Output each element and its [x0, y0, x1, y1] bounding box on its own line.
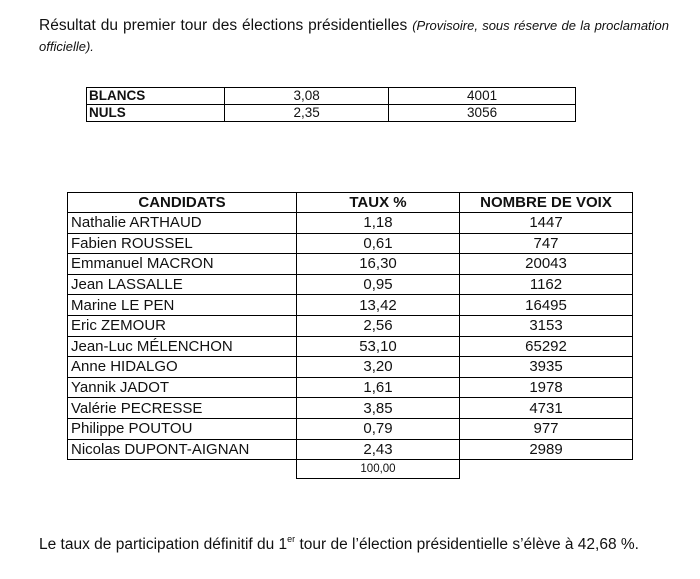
- candidate-votes: 1978: [460, 377, 633, 398]
- candidate-rate: 2,43: [297, 439, 460, 460]
- table-row: [68, 357, 633, 378]
- row-rate: 2,35: [225, 105, 389, 122]
- candidate-votes: 65292: [460, 336, 633, 357]
- table-row: [68, 274, 633, 295]
- header-row: [68, 193, 633, 213]
- candidate-votes: 20043: [460, 254, 633, 275]
- table-row: [68, 315, 633, 336]
- outro-after: tour de l’élection présidentielle s’élève à 42,68 %.: [295, 536, 639, 553]
- candidate-votes: 3935: [460, 357, 633, 378]
- table-row: [68, 213, 633, 234]
- results-body: [68, 213, 633, 479]
- candidate-rate: 3,20: [297, 357, 460, 378]
- candidate-votes: 2989: [460, 439, 633, 460]
- candidate-rate: 53,10: [297, 336, 460, 357]
- candidate-rate: 1,61: [297, 377, 460, 398]
- total-empty-cell: [460, 460, 633, 479]
- candidate-votes: 1447: [460, 213, 633, 234]
- candidate-rate: 13,42: [297, 295, 460, 316]
- intro-note: (Provisoire, sous réserve de la proclamation officielle).: [39, 18, 670, 54]
- candidate-name: Nathalie ARTHAUD: [68, 213, 297, 234]
- candidate-name: Emmanuel MACRON: [68, 254, 297, 275]
- candidate-votes: 16495: [460, 295, 633, 316]
- total-row: [68, 460, 633, 479]
- table-row: [68, 418, 633, 439]
- table-row: [68, 398, 633, 419]
- candidate-name: Jean LASSALLE: [68, 274, 297, 295]
- candidate-name: Marine LE PEN: [68, 295, 297, 316]
- candidate-name: Nicolas DUPONT-AIGNAN: [68, 439, 297, 460]
- candidate-rate: 0,61: [297, 233, 460, 254]
- candidate-name: Anne HIDALGO: [68, 357, 297, 378]
- intro-paragraph: [39, 15, 669, 57]
- candidate-rate: 16,30: [297, 254, 460, 275]
- table-row: [68, 254, 633, 275]
- table-row: [68, 377, 633, 398]
- row-rate: 3,08: [225, 88, 389, 105]
- candidate-name: Jean-Luc MÉLENCHON: [68, 336, 297, 357]
- table-row: [87, 105, 576, 122]
- table-row: [68, 295, 633, 316]
- candidate-votes: 3153: [460, 315, 633, 336]
- row-votes: 3056: [389, 105, 576, 122]
- candidate-votes: 1162: [460, 274, 633, 295]
- candidate-rate: 0,95: [297, 274, 460, 295]
- candidate-rate: 1,18: [297, 213, 460, 234]
- candidate-rate: 0,79: [297, 418, 460, 439]
- total-empty-cell: [68, 460, 297, 479]
- table-row: [68, 336, 633, 357]
- table-row: [68, 439, 633, 460]
- candidate-rate: 3,85: [297, 398, 460, 419]
- table-row: [68, 233, 633, 254]
- candidate-name: Eric ZEMOUR: [68, 315, 297, 336]
- total-rate: 100,00: [297, 460, 460, 479]
- header-rate: TAUX %: [297, 193, 460, 213]
- row-label: BLANCS: [87, 88, 225, 105]
- participation-paragraph: [39, 534, 669, 555]
- candidate-rate: 2,56: [297, 315, 460, 336]
- candidate-name: Fabien ROUSSEL: [68, 233, 297, 254]
- candidate-name: Yannik JADOT: [68, 377, 297, 398]
- results-table: [67, 192, 633, 479]
- intro-text: Résultat du premier tour des élections présidentielles: [39, 17, 408, 34]
- blank-null-table: [86, 87, 576, 122]
- header-candidate: CANDIDATS: [68, 193, 297, 213]
- candidate-name: Philippe POUTOU: [68, 418, 297, 439]
- outro-before: Le taux de participation définitif du 1: [39, 536, 288, 553]
- header-votes: NOMBRE DE VOIX: [460, 193, 633, 213]
- candidate-name: Valérie PECRESSE: [68, 398, 297, 419]
- row-label: NULS: [87, 105, 225, 122]
- candidate-votes: 977: [460, 418, 633, 439]
- row-votes: 4001: [389, 88, 576, 105]
- candidate-votes: 4731: [460, 398, 633, 419]
- table-row: [87, 88, 576, 105]
- outro-sup: er: [287, 534, 296, 544]
- candidate-votes: 747: [460, 233, 633, 254]
